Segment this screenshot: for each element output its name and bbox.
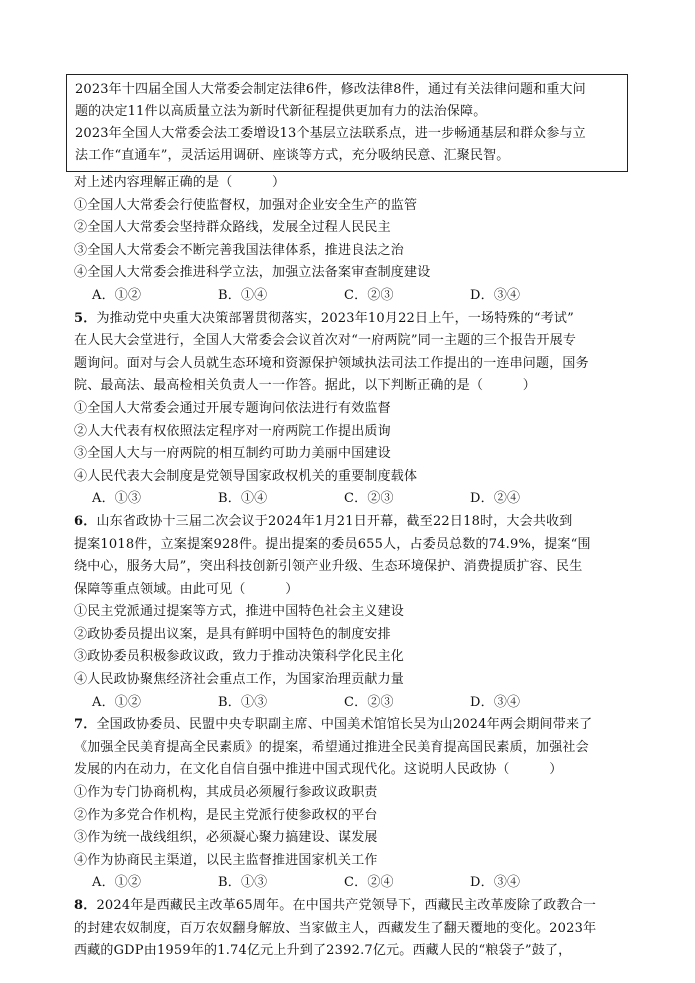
q8-number: 8．	[74, 898, 97, 913]
material-line: 2023年全国人大常委会法工委增设13个基层立法联系点，进一步畅通基层和群众参与立	[75, 126, 586, 141]
q7-option-1: ①作为专门协商机构，其成员必须履行参政议政职责	[74, 785, 378, 801]
q6-number: 6．	[74, 513, 97, 529]
q6-stem-text: 山东省政协十三届二次会议于2024年1月21日开幕，截至22日18时，大会共收到	[96, 513, 573, 529]
q4-option-2: ②全国人大常委会坚持群众路线，发展全过程人民民主	[74, 220, 391, 236]
q8-stem-line: 西藏的GDP由1959年的1.74亿元上升到了2392.7亿元。西藏人民的“粮袋子”鼓了，	[74, 943, 572, 959]
q6-stem-line: 绕中心，服务大局”，突出科技创新引领产业升级、生态环境保护、消费提质扩容、民生	[74, 559, 583, 575]
q4-stem: 对上述内容理解正确的是（ ）	[74, 175, 286, 190]
material-line: 法工作“直通车”，灵活运用调研、座谈等方式，充分吸纳民意、汇聚民智。	[75, 148, 510, 163]
q5-number: 5．	[74, 310, 97, 326]
q6-choices	[74, 692, 634, 715]
q7-option-4: ④作为协商民主渠道，以民主监督推进国家机关工作	[74, 852, 378, 868]
q6-option-2: ②政协委员提出议案，是具有鲜明中国特色的制度安排	[74, 626, 391, 642]
q5-choices	[74, 488, 634, 511]
choice-b: B．①④	[218, 287, 268, 303]
q7-stem-line: 《加强全民美育提高全民素质》的提案，希望通过推进全民美育提高国民素质，加强社会	[74, 739, 589, 755]
q6-option-3: ③政协委员积极参政议政，致力于推动决策科学化民主化	[74, 649, 405, 665]
question-content	[74, 172, 634, 963]
q8-stem-text: 2024年是西藏民主改革65周年。在中国共产党领导下，西藏民主改革废除了政教合一	[96, 898, 597, 913]
q5-option-2: ②人大代表有权依照法定程序对一府两院工作提出质询	[74, 423, 391, 439]
q4-option-4: ④全国人大常委会推进科学立法，加强立法备案审查制度建设	[74, 265, 431, 281]
q4-option-1: ①全国人大常委会行使监督权，加强对企业安全生产的监管	[74, 197, 418, 213]
q5-stem-line: 在人民大会堂进行，全国人大常委会会议首次对“一府两院”同一主题的三个报告开展专	[74, 333, 577, 349]
choice-c: C．②③	[344, 287, 394, 303]
choice-d: D．③④	[470, 875, 521, 891]
choice-a: A．①②	[92, 287, 142, 303]
q5-option-4: ④人民代表大会制度是党领导国家政权机关的重要制度载体	[74, 468, 418, 484]
q7-number: 7．	[74, 717, 97, 733]
choice-a: A．①②	[92, 694, 142, 710]
q4-choices	[74, 285, 634, 308]
q5-stem-line: 院、最高法、最高检相关负责人一一作答。据此，以下判断正确的是（ ）	[74, 378, 537, 394]
choice-b: B．①③	[218, 875, 268, 891]
q6-option-1: ①民主党派通过提案等方式，推进中国特色社会主义建设	[74, 604, 405, 620]
q7-stem-text: 全国政协委员、民盟中央专职副主席、中国美术馆馆长吴为山2024年两会期间带来了	[96, 717, 593, 733]
choice-d: D．③④	[470, 287, 521, 303]
q5-option-1: ①全国人大常委会通过开展专题询问依法进行有效监督	[74, 400, 391, 416]
choice-d: D．②④	[470, 491, 521, 507]
material-line: 题的决定11件以高质量立法为新时代新征程提供更加有力的法治保障。	[75, 104, 487, 119]
choice-b: B．①④	[218, 491, 268, 507]
q4-option-3: ③全国人大常委会不断完善我国法律体系，推进良法之治	[74, 242, 405, 258]
q7-stem-line: 发展的内在动力，在文化自信自强中推进中国式现代化。这说明人民政协（ ）	[74, 762, 563, 778]
choice-c: C．②③	[344, 694, 394, 710]
choice-c: C．②④	[344, 875, 394, 891]
choice-d: D．③④	[470, 694, 521, 710]
choice-b: B．①③	[218, 694, 268, 710]
q5-stem-text: 为推动党中央重大决策部署贯彻落实，2023年10月22日上午，一场特殊的“考试”	[96, 310, 574, 326]
q5-stem-line: 题询问。面对与会人员就生态环境和资源保护领域执法司法工作提出的一连串问题，国务	[74, 355, 589, 371]
q7-stem-line	[74, 714, 634, 737]
q5-option-3: ③全国人大与一府两院的相互制约可助力美丽中国建设	[74, 446, 391, 462]
q5-stem-line	[74, 308, 634, 331]
q8-stem-line	[74, 895, 634, 918]
q6-option-4: ④人民政协聚焦经济社会重点工作，为国家治理贡献力量	[74, 672, 405, 688]
q7-option-2: ②作为多党合作机构，是民主党派行使参政权的平台	[74, 807, 378, 823]
q7-choices	[74, 872, 634, 895]
choice-a: A．①②	[92, 875, 142, 891]
q8-stem-line: 的封建农奴制度，百万农奴翻身解放、当家做主人，西藏发生了翻天覆地的变化。2023年	[74, 920, 597, 936]
material-line: 2023年十四届全国人大常委会制定法律6件，修改法律8件，通过有关法律问题和重大问	[75, 82, 586, 97]
choice-c: C．②③	[344, 491, 394, 507]
q6-stem-line	[74, 511, 634, 534]
q6-stem-line: 保障等重点领域。由此可见（ ）	[74, 581, 299, 597]
material-box	[66, 74, 628, 172]
q6-stem-line: 提案1018件，立案提案928件。提出提案的委员655人，占委员总数的74.9%，提案“围	[74, 536, 591, 552]
q7-option-3: ③作为统一战线组织，必须凝心聚力搞建设、谋发展	[74, 830, 378, 846]
choice-a: A．①③	[92, 491, 142, 507]
